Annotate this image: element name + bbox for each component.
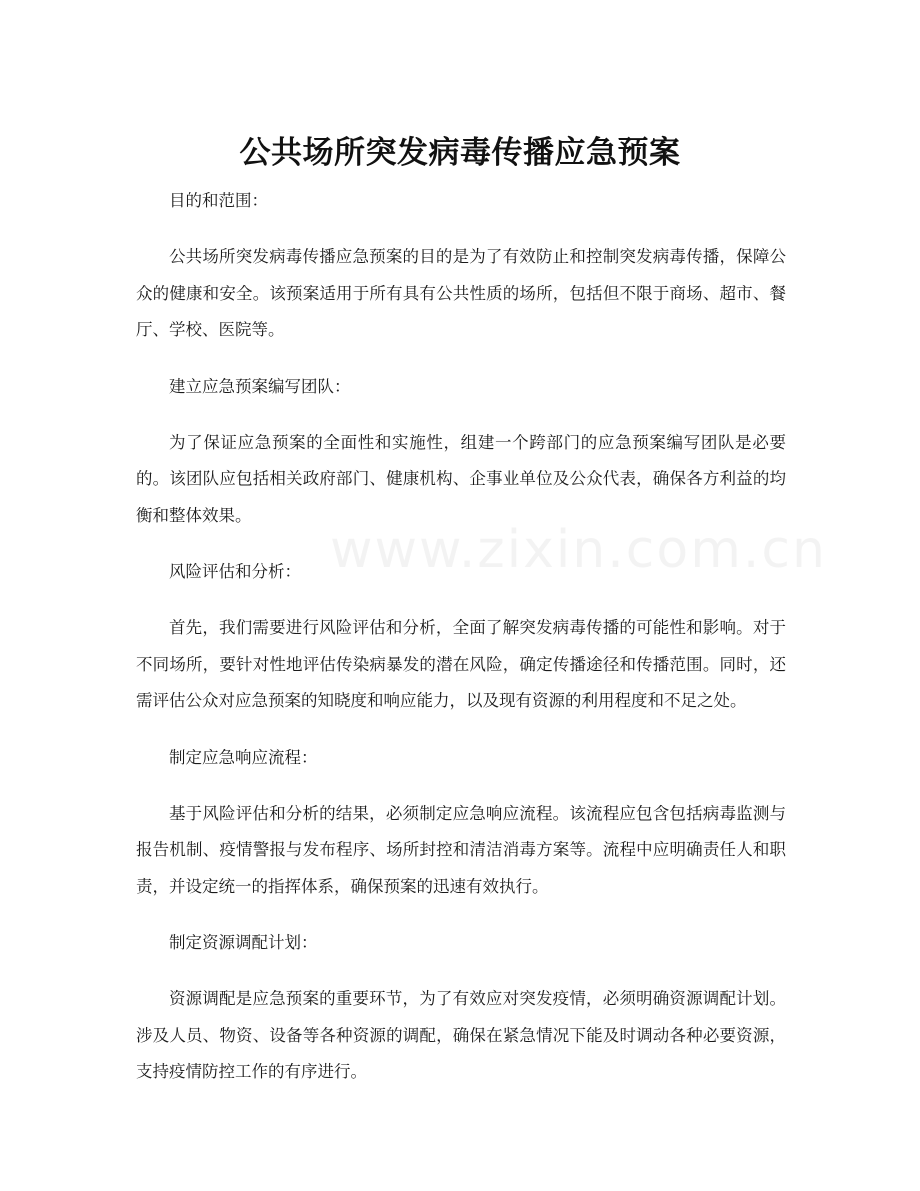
section-body-purpose-scope: 公共场所突发病毒传播应急预案的目的是为了有效防止和控制突发病毒传播，保障公众的健康和安全。该预案适用于所有具有公共性质的场所，包括但不限于商场、超市、餐厅、学校、医院等。 <box>136 247 786 339</box>
document-body <box>136 183 786 1111</box>
section-heading-risk: 风险评估和分析： <box>169 562 301 581</box>
section-heading-team: 建立应急预案编写团队： <box>169 376 351 396</box>
section-body-team: 为了保证应急预案的全面性和实施性，组建一个跨部门的应急预案编写团队是必要的。该团队应包括相关政府部门、健康机构、企事业单位及公众代表，确保各方利益的均衡和整体效果。 <box>136 432 786 525</box>
watermark: www.zixin.com.cn <box>330 520 827 580</box>
document-title: 公共场所突发病毒传播应急预案 <box>239 134 681 171</box>
section-heading-response: 制定应急响应流程： <box>169 747 318 767</box>
section-heading-purpose-scope: 目的和范围： <box>169 191 268 210</box>
section-body-risk: 首先，我们需要进行风险评估和分析，全面了解突发病毒传播的可能性和影响。对于不同场所，要针对性地评估传染病暴发的潜在风险，确定传播途径和传播范围。同时，还需评估公众对应急预案的知晓度和响应能力，以及现有资源的利用程度和不足之处。 <box>136 618 786 710</box>
section-heading-resources: 制定资源调配计划： <box>169 933 318 952</box>
section-body-response: 基于风险评估和分析的结果，必须制定应急响应流程。该流程应包含包括病毒监测与报告机制、疫情警报与发布程序、场所封控和清洁消毒方案等。流程中应明确责任人和职责，并设定统一的指挥体系，确保预案的迅速有效执行。 <box>136 803 786 896</box>
section-body-resources: 资源调配是应急预案的重要环节，为了有效应对突发疫情，必须明确资源调配计划。涉及人员、物资、设备等各种资源的调配，确保在紧急情况下能及时调动各种必要资源，支持疫情防控工作的有序进行。 <box>136 989 786 1081</box>
